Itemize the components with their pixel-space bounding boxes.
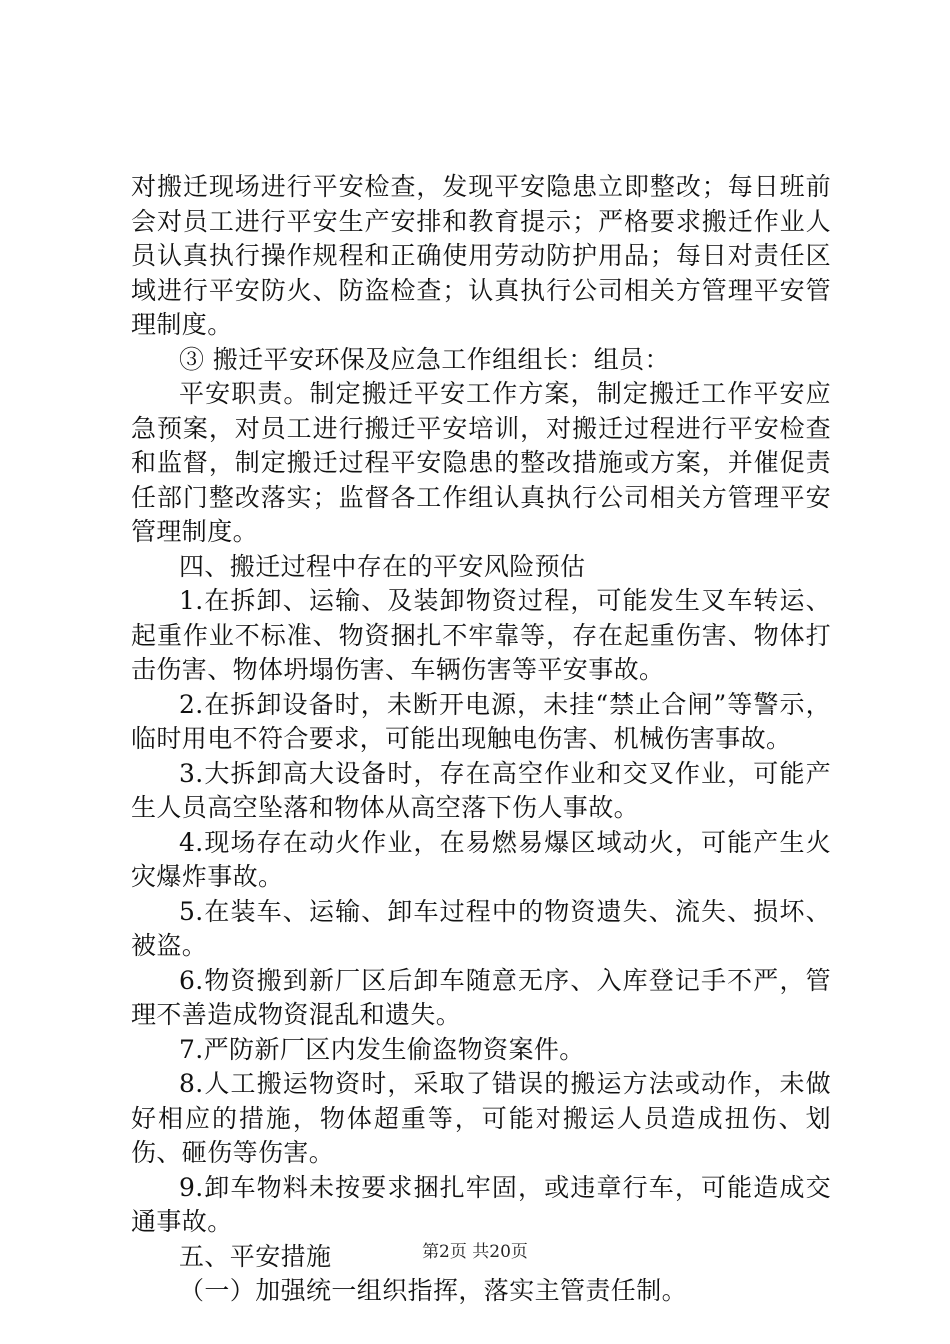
list-item-risk-5: 5.在装车、运输、卸车过程中的物资遗失、流失、损坏、被盗。 [131,896,831,960]
page-number-footer: 第2页 共20页 [422,1242,528,1262]
list-item-risk-1: 1.在拆卸、运输、及装卸物资过程，可能发生叉车转运、起重作业不标准、物资捆扎不牢靠等，存在起重伤害、物体打击伤害、物体坍塌伤害、车辆伤害等平安事故。 [131,586,831,684]
list-item-risk-4: 4.现场存在动火作业，在易燃易爆区域动火，可能产生火灾爆炸事故。 [131,827,831,891]
section-heading-safety-measures: 五、平安措施 [179,1241,332,1271]
document-body [131,170,831,1309]
list-item-risk-2: 2.在拆卸设备时，未断开电源，未挂“禁止合闸”等警示，临时用电不符合要求，可能出现触电伤害、机械伤害事故。 [131,689,831,753]
list-item-risk-9: 9.卸车物料未按要求捆扎牢固，或违章行车，可能造成交通事故。 [131,1172,831,1236]
list-item-risk-6: 6.物资搬到新厂区后卸车随意无序、入库登记手不严，管理不善造成物资混乱和遗失。 [131,965,831,1029]
list-item-risk-8: 8.人工搬运物资时，采取了错误的搬运方法或动作，未做好相应的措施，物体超重等，可能对搬运人员造成扭伤、划伤、砸伤等伤害。 [131,1069,831,1167]
subsection-heading-command: （一）加强统一组织指挥，落实主管责任制。 [179,1276,688,1305]
paragraph-continuation: 对搬迁现场进行平安检查，发现平安隐患立即整改；每日班前会对员工进行平安生产安排和教育提示；严格要求搬迁作业人员认真执行操作规程和正确使用劳动防护用品；每日对责任区域进行平安防火、防盗检查；认真执行公司相关方管理平安管理制度。 [131,172,831,339]
paragraph-safety-duties: 平安职责。制定搬迁平安工作方案，制定搬迁工作平安应急预案，对员工进行搬迁平安培训，对搬迁过程进行平安检查和监督，制定搬迁过程平安隐患的整改措施或方案，并催促责任部门整改落实；监督各工作组认真执行公司相关方管理平安管理制度。 [131,379,831,546]
section-heading-risk-assessment: 四、搬迁过程中存在的平安风险预估 [179,551,586,581]
paragraph-safety-group-heading: ③ 搬迁平安环保及应急工作组组长：组员： [179,344,670,374]
list-item-risk-7: 7.严防新厂区内发生偷盗物资案件。 [179,1034,585,1064]
list-item-risk-3: 3.大拆卸高大设备时，存在高空作业和交叉作业，可能产生人员高空坠落和物体从高空落下伤人事故。 [131,758,831,822]
